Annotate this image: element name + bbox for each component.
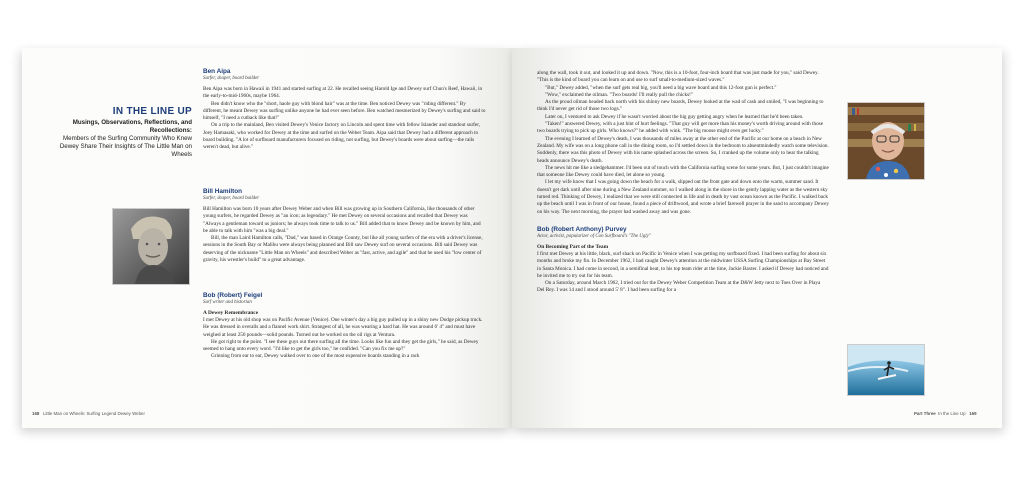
sidebar-title: IN THE LINE UP <box>112 106 192 117</box>
page-number-right: 169 <box>969 411 977 416</box>
running-title-right: In the Line Up <box>938 411 966 416</box>
photo-bob-feigel <box>847 102 925 180</box>
entry-name-hamilton: Bill Hamilton <box>203 188 243 195</box>
entry-name-purvey: Bob (Robert Anthony) Purvey <box>537 225 627 233</box>
sidebar-subtitle: Members of the Surfing Community Who Knew Dewey Share Their Insights of The Little Man on Wheels <box>59 135 192 158</box>
surfing-image <box>848 345 924 395</box>
paragraph: He got right to the point. "I see these guys out there surfing all the time. Looks like fun and they get the girls," he said, as Dewey seemed to hang onto every word. "I'd like to get the girls too," he confided. "Can you fix me up?" <box>203 338 479 353</box>
entry-name-feigel: Bob (Robert) Feigel <box>203 292 263 299</box>
sidebar-subtitle-bold: Musings, Observations, Reflections, and Recollections: <box>72 119 192 134</box>
photo-surfer <box>847 344 925 396</box>
paragraph: On a trip to the mainland, Ben visited Dewey's Venice factory on Lincoln and spent time with fellow Islander and standout surfer, Joey Hamasaki, who worked for Dewey at the time and surfed on the Weber Team. Aipa said that Dewey had a different approach to board building. "A lot of surfboard manufacturers focused on riding, not surfing, but Dewey's boards were about surfing—the rails weren't dead, but alive." <box>203 122 481 151</box>
paragraph: "Taken!" answered Dewey, with a just hint of hurt feelings. "That guy will get more than his money's worth driving around with those two boards trying to pick up girls. Who knows?" he added with wink. "The big moose might even get lucky." <box>537 121 824 135</box>
entry-role-purvey: Actor, activist, popularizer of Con Surfboard's "The Ugly" <box>537 233 651 239</box>
right-footer <box>914 411 977 416</box>
right-text-column <box>537 70 829 295</box>
paragraph: The news hit me like a sledgehammer. I'd been out of touch with the California surfing scene for some years. But, I just couldn't imagine that someone like Dewey could have died, let alone so young. <box>537 164 829 179</box>
paragraph: The evening I learned of Dewey's death, I was thousands of miles away at the other end of the Pacific at our home on a beach in New Zealand. My wife was on a long phone call in the dining room, so I'd settled down in the bedroom to absentmindedly watch some television. Suddenly, there was this photo of Dewey with his name splashed across the screen. So, I cranked up the volume only to hear the talking heads announce Dewey's death. <box>537 135 829 164</box>
portrait-image <box>113 209 189 284</box>
left-footer <box>32 411 145 416</box>
paragraph: along the wall, took it out, and looked it up and down. "Now, this is a 10-foot, four-inch board that was just made for you," said Dewey. "This is the kind of board you can learn on and use to surf small-to-medium-sized waves." <box>537 70 819 84</box>
section-label: Part Three <box>914 411 936 416</box>
left-text-column-hamilton <box>203 188 486 264</box>
left-page <box>22 48 512 428</box>
left-text-column-feigel <box>203 292 486 361</box>
portrait-image <box>848 103 924 179</box>
paragraph: Ben Aipa was born in Hawaii in 1941 and started surfing at 22. He recalled seeing Harold Ige and Dewey surf Chun's Reef, Hawaii, in the early-to-mid-1960s, maybe 1964. <box>203 86 483 100</box>
paragraph: Bill Hamilton was born 10 years after Dewey Weber and when Bill was growing up in Southern California, like thousands of other young surfers, he regarded Dewey as "an icon; as legendary." He met Dewey on several occasions and recalled that Dewey was "Always a gentleman toward us juniors; he always took time to talk to us." Bill added that to know Dewey and be known by him, and be able to talk with him "was a big deal." <box>203 206 481 234</box>
entry-role-hamilton: Surfer, shaper, board builder <box>203 196 260 201</box>
paragraph: I let my wife know that I was going down the beach for a walk, slipped out the front gate and down onto the warm, summer sand. It doesn't get dark until after nine during a New Zealand summer, so I walked along in the shore in the gently lapping water as the western sky turned red. Thinking of Dewey, I realized that we were still connected in life and in death by vast ocean known as the Pacific. I walked back up the beach until I was in front of our house, found a piece of driftwood, and wrote a brief farewell prayer in the sand to accompany Dewey on his way. The next morning, the prayer had washed away and was gone. <box>537 179 829 215</box>
running-title-left: Little Man on Wheels: Surfing Legend Dewey Weber <box>43 411 145 416</box>
entry-name-aipa: Ben Aipa <box>203 68 231 75</box>
open-book <box>22 48 1002 438</box>
page-number-left: 168 <box>32 411 40 416</box>
paragraph: Bill, the man Laird Hamilton calls, "Dad," was based in Orange County, but like all young surfers of the era with a driver's license, sessions in the South Bay or Malibu were always being planned and Bill saw Dewey surf on several occasions. Bill said Dewey was deserving of the nickname "Little Man on Wheels" and described Weber as "fast, active, and agile" and that he used his "low center of gravity, his wrestler's build" to a great advantage. <box>203 235 483 264</box>
entry-role-feigel: Surf writer and historian <box>203 300 252 305</box>
entry-subhead-feigel: A Dewey Remembrance <box>203 310 259 316</box>
entry-role-aipa: Surfer, shaper, board builder <box>203 76 260 81</box>
right-page <box>512 48 1002 428</box>
left-text-column <box>203 68 486 152</box>
paragraph: I first met Dewey at his little, black, surf shack on Pacific in Venice when I was getting my surfboard fixed. I had been surfing for about six months and broke my fin. In December 1962, I had caught Dewey's attention at the midwinter USSA Surfing Championships at Bay Street in Santa Monica. I had come in second, in a semifinal heat, to his top team rider at the time, Jackie Baxter. I asked if Dewey had noticed and he invited me to try out for his team. <box>537 250 829 279</box>
paragraph: Ben didn't know who the "short, haole guy with blond hair" was at the time. Ben noticed Dewey was "riding different." By different, he meant Dewey was surfing unlike anyone he had ever seen before. Ben watched mesmerized by Dewey's surfing and said to himself, "I need a cutback like that!" <box>203 100 486 122</box>
paragraph: "But," Dewey added, "when the surf gets real big, you'll need a big wave board and this 12-foot gun is perfect." <box>545 84 777 91</box>
paragraph: Later on, I ventured to ask Dewey if he wasn't worried about the big guy getting angry when he learned that he'd been taken. <box>545 113 804 120</box>
paragraph: As the proud oilman headed back north with his shinny new boards, Dewey looked at the wad of cash and smiled, "I was beginning to think I'd never get rid of those two logs." <box>537 99 824 113</box>
paragraph: On a Saturday, around March 1962, I tried out for the Dewey Weber Competition Team at the D&W Jetty next to Toes Over in Playa Del Rey. I was 14 and I stood around 5' 8". I had been surfing for a <box>537 280 821 294</box>
paragraph: I met Dewey at his old shop was on Pacific Avenue (Venice). One winter's day a big guy pulled up in a shiny new Dodge pickup truck. He was dressed in overalls and a flannel work shirt. Strangest of all, he was wearing a hard hat. He was around 6' 4" and must have weighed at least 250 pounds—solid pounds. Turned out he worked on the oil rigs at Ventura. <box>203 317 483 338</box>
entry-subhead-purvey: On Becoming Part of the Team <box>537 243 609 250</box>
photo-bill-hamilton <box>112 208 190 285</box>
paragraph: "Wow," exclaimed the oilman. "Two boards! I'll really pull the chicks!" <box>545 91 694 98</box>
paragraph: Grinning from ear to ear, Dewey walked over to one of the most expensive boards standing in a rack <box>211 353 420 360</box>
chapter-sidebar <box>52 106 192 159</box>
